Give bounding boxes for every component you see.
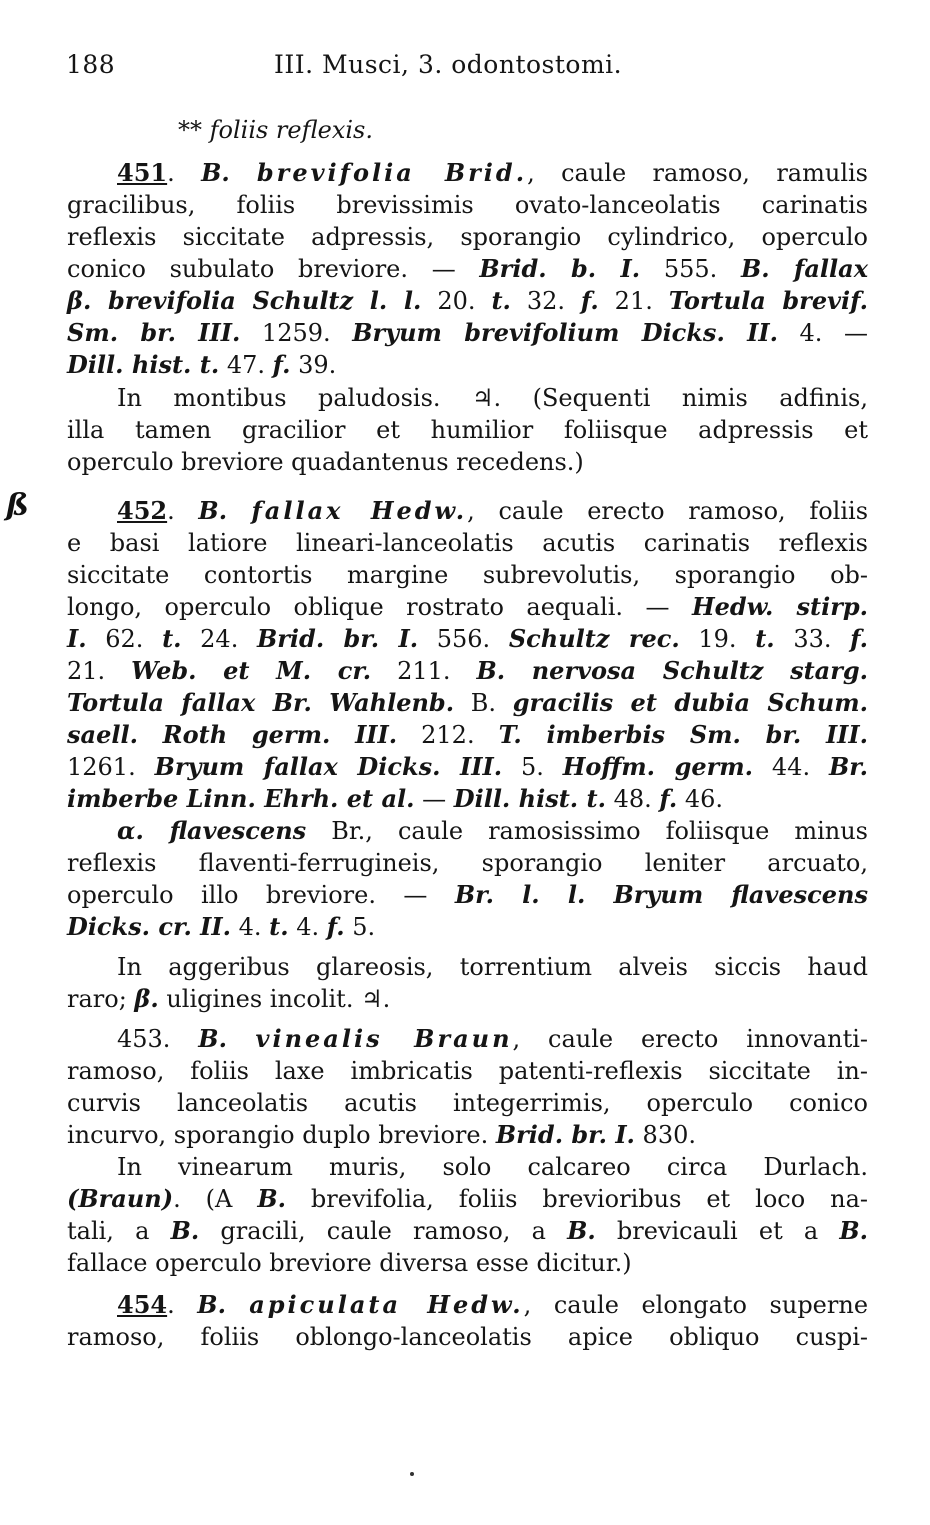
text-span: 4. —	[777, 319, 869, 347]
text-line	[67, 496, 868, 526]
text-span: In vinearum muris, solo calcareo circa Durlach.	[117, 1153, 868, 1181]
text-span: Dill. hist. t.	[453, 784, 606, 813]
text-line	[67, 1152, 868, 1182]
text-span: t.	[755, 624, 775, 653]
entry-number: 454	[117, 1290, 168, 1319]
text-span: .	[167, 1291, 198, 1319]
page-number: 188	[66, 50, 116, 79]
text-line	[67, 286, 868, 316]
text-span: .	[167, 159, 202, 187]
text-line	[67, 816, 868, 846]
text-span: gracilis et dubia Schum.	[512, 688, 868, 717]
text-line	[67, 688, 868, 718]
text-span: Br., caule ramosissimo foliisque minus	[306, 817, 868, 845]
text-line	[67, 1290, 868, 1320]
text-line	[67, 318, 868, 348]
text-span: Hoffm. germ.	[562, 752, 754, 781]
text-span: 212.	[397, 721, 499, 749]
text-span: 24.	[181, 625, 257, 653]
text-span: Schultz rec.	[508, 624, 680, 653]
text-span: f.	[580, 286, 599, 315]
text-span: (Braun)	[67, 1184, 174, 1213]
text-span: saell. Roth germ. III.	[67, 720, 398, 749]
text-span: 556.	[418, 625, 509, 653]
text-span: B.	[839, 1216, 868, 1245]
text-span: f.	[659, 784, 678, 813]
print-speck	[410, 1472, 414, 1476]
text-span: 21.	[67, 657, 132, 685]
text-span: Brid. br. I.	[495, 1120, 635, 1149]
text-span: Tortula brevif.	[668, 286, 868, 315]
text-span: longo, operculo oblique rostrato aequali. —	[67, 593, 692, 621]
text-line	[67, 447, 868, 477]
text-span: 1259.	[240, 319, 353, 347]
text-span: tali, a	[67, 1217, 171, 1245]
text-line	[67, 784, 868, 814]
text-line	[67, 1216, 868, 1246]
text-span: 555.	[640, 255, 741, 283]
text-span: .	[167, 497, 199, 525]
text-line	[67, 1120, 868, 1150]
text-span: Brid. br. I.	[256, 624, 419, 653]
text-span: Bryum fallax Dicks. III.	[154, 752, 503, 781]
text-span: α. flavescens	[117, 816, 307, 845]
text-line	[67, 880, 868, 910]
text-span: operculo illo breviore. —	[67, 881, 455, 909]
text-line	[67, 656, 868, 686]
text-span: In montibus paludosis. ♃. (Sequenti nimis adfinis,	[117, 384, 868, 412]
text-span: B.	[454, 689, 513, 717]
text-span: 453.	[117, 1025, 199, 1053]
text-span: 211.	[371, 657, 477, 685]
text-span: I.	[67, 624, 87, 653]
text-span: Tortula fallax Br. Wahlenb.	[67, 688, 455, 717]
text-span: 19.	[679, 625, 756, 653]
text-span: , caule ramoso, ramulis	[527, 159, 868, 187]
text-line	[67, 720, 868, 750]
running-title: III. Musci, 3. odontostomi.	[274, 50, 623, 79]
text-span: ramoso, foliis oblongo-lanceolatis apice obliquo cuspi-	[67, 1323, 868, 1351]
text-span: , caule erecto innovanti-	[512, 1025, 869, 1053]
text-span: Br. l. l. Bryum flavescens	[454, 880, 868, 909]
text-span: apiculata Hedw.	[249, 1290, 524, 1319]
text-line	[67, 1248, 868, 1278]
text-line	[67, 912, 868, 942]
text-span: imberbe Linn. Ehrh. et al.	[67, 784, 415, 813]
text-span: B.	[197, 1290, 250, 1319]
text-span: Hedw. stirp.	[691, 592, 868, 621]
text-span: brevifolia, foliis brevioribus et loco na-	[285, 1185, 868, 1213]
text-line	[178, 115, 373, 145]
text-line	[67, 190, 868, 220]
text-span: uligines incolit. ♃.	[158, 985, 391, 1013]
text-line	[67, 383, 868, 413]
text-span: 46.	[677, 785, 724, 813]
text-span: gracili, caule ramoso, a	[199, 1217, 568, 1245]
text-line	[67, 560, 868, 590]
text-span: B.	[198, 496, 252, 525]
text-span: 4.	[288, 913, 327, 941]
text-span: gracilibus, foliis brevissimis ovato-lanceolatis carinatis	[67, 191, 868, 219]
text-line	[67, 254, 868, 284]
text-line	[67, 1056, 868, 1086]
text-span: 47.	[219, 351, 273, 379]
text-span: T. imberbis Sm. br. III.	[498, 720, 868, 749]
text-span: f.	[850, 624, 868, 653]
text-line	[67, 984, 868, 1014]
text-span: t.	[269, 912, 289, 941]
text-span: e basi latiore lineari-lanceolatis acutis carinatis reflexis	[67, 529, 868, 557]
text-line	[67, 1088, 868, 1118]
text-span: incurvo, sporangio duplo breviore.	[67, 1121, 496, 1149]
text-span: 20.	[421, 287, 492, 315]
text-span: f.	[272, 350, 291, 379]
text-span: 5.	[502, 753, 563, 781]
text-line	[67, 1024, 868, 1054]
text-span: 62.	[86, 625, 163, 653]
text-span: B.	[201, 158, 257, 187]
text-line	[67, 752, 868, 782]
text-span: fallax Hedw.	[251, 496, 468, 525]
text-span: β.	[134, 984, 159, 1013]
text-span: reflexis siccitate adpressis, sporangio cylindrico, operculo	[67, 223, 868, 251]
text-span: t.	[491, 286, 511, 315]
text-line	[67, 848, 868, 878]
entry-number: 451	[117, 158, 168, 187]
text-span: ramoso, foliis laxe imbricatis patenti-reflexis siccitate in-	[67, 1057, 868, 1085]
text-span: f.	[326, 912, 345, 941]
text-span: 4.	[230, 913, 270, 941]
text-line	[67, 350, 868, 380]
text-span: In aggeribus glareosis, torrentium alveis siccis haud	[117, 953, 868, 981]
text-span: , caule erecto ramoso, foliis	[467, 497, 869, 525]
text-span: conico subulato breviore. —	[67, 255, 480, 283]
margin-annotation: ß	[6, 488, 29, 523]
text-span: , caule elongato superne	[523, 1291, 869, 1319]
text-span: B.	[257, 1184, 286, 1213]
text-line	[67, 952, 868, 982]
text-span: brevicauli et a	[595, 1217, 840, 1245]
text-span: B.	[170, 1216, 200, 1245]
text-span: B. nervosa Schultz starg.	[476, 656, 869, 685]
text-span: Dill. hist. t.	[67, 350, 220, 379]
text-line	[67, 158, 868, 188]
text-span: B.	[198, 1024, 256, 1053]
text-span: fallace operculo breviore diversa esse dicitur.)	[67, 1249, 632, 1277]
text-span: 39.	[290, 351, 337, 379]
text-span: 48.	[605, 785, 660, 813]
text-span: Brid. b. I.	[479, 254, 641, 283]
text-span: 5.	[344, 913, 376, 941]
text-span: 33.	[774, 625, 851, 653]
text-span: Web. et M. cr.	[131, 656, 372, 685]
text-span: 44.	[753, 753, 829, 781]
text-span: brevifolia Brid.	[256, 158, 528, 187]
text-span: vinealis Braun	[255, 1024, 513, 1053]
text-line	[67, 1322, 868, 1352]
text-span: Br.	[828, 752, 869, 781]
text-span: operculo breviore quadantenus recedens.)	[67, 448, 584, 476]
text-span: 21.	[598, 287, 669, 315]
text-span: . (A	[173, 1185, 258, 1213]
text-line	[67, 222, 868, 252]
text-span: 830.	[634, 1121, 696, 1149]
text-span: ** foliis reflexis.	[178, 116, 373, 144]
text-span: siccitate contortis margine subrevolutis, sporangio ob-	[67, 561, 868, 589]
text-span: β. brevifolia Schultz l. l.	[67, 286, 422, 315]
text-span: reflexis flaventi-ferrugineis, sporangio leniter arcuato,	[67, 849, 868, 877]
text-line	[67, 415, 868, 445]
text-span: Bryum brevifolium Dicks. II.	[352, 318, 778, 347]
text-span: Dicks. cr. II.	[67, 912, 231, 941]
text-line	[67, 624, 868, 654]
text-span: t.	[162, 624, 182, 653]
text-line	[67, 592, 868, 622]
text-span: B.	[567, 1216, 596, 1245]
text-line	[67, 1184, 868, 1214]
entry-number: 452	[117, 496, 168, 525]
text-line	[67, 528, 868, 558]
text-span: —	[414, 785, 454, 813]
text-span: B. fallax	[740, 254, 868, 283]
text-span: curvis lanceolatis acutis integerrimis, operculo conico	[67, 1089, 868, 1117]
text-span: 32.	[510, 287, 581, 315]
text-span: illa tamen gracilior et humilior foliisque adpressis et	[67, 416, 868, 444]
text-span: Sm. br. III.	[67, 318, 241, 347]
text-span: 1261.	[67, 753, 155, 781]
text-span: raro;	[67, 985, 135, 1013]
page-header	[66, 50, 866, 86]
